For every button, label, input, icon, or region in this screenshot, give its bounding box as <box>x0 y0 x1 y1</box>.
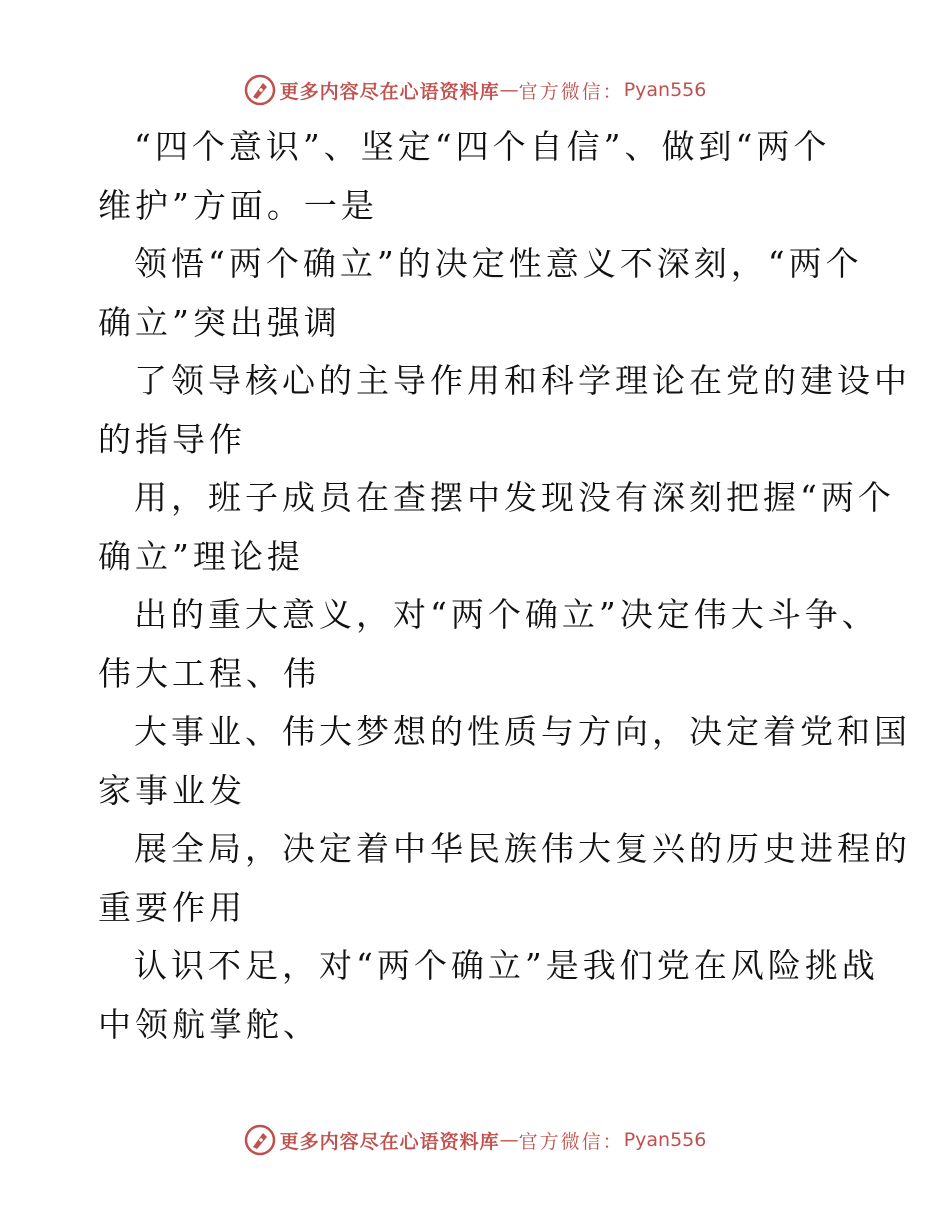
text-line: 大事业、伟大梦想的性质与方向，决定着党和国 <box>134 712 911 751</box>
text-line: 中领航掌舵、 <box>98 1004 320 1044</box>
footer-watermark <box>0 1120 950 1160</box>
text-line: 确立”理论提 <box>98 536 304 576</box>
text-line: 重要作用 <box>98 887 246 927</box>
text-line: 确立”突出强调 <box>98 302 341 342</box>
text-line: 出的重大意义，对“两个确立”决定伟大斗争、 <box>134 595 879 634</box>
pen-nib-logo-icon <box>244 1124 276 1156</box>
document-body <box>98 118 911 1054</box>
text-line: 的指导作 <box>98 419 246 459</box>
text-line: 领悟“两个确立”的决定性意义不深刻，“两个 <box>134 244 863 283</box>
text-line: 了领导核心的主导作用和科学理论在党的建设中 <box>134 361 911 400</box>
watermark-wechat-id: Pyan556 <box>623 1129 707 1151</box>
watermark-dash: — <box>499 1129 519 1151</box>
watermark-brand: 更多内容尽在心语资料库 <box>279 80 500 103</box>
text-line: 认识不足，对“两个确立”是我们党在风险挑战 <box>134 946 879 985</box>
text-line: 维护”方面。一是 <box>98 185 378 225</box>
text-line: 家事业发 <box>98 770 246 810</box>
pen-nib-logo-icon <box>244 74 276 106</box>
text-line: “四个意识”、坚定“四个自信”、做到“两个 <box>134 127 831 166</box>
header-watermark <box>0 70 950 110</box>
watermark-wechat-label: 官方微信： <box>518 80 624 103</box>
text-line: 用，班子成员在查摆中发现没有深刻把握“两个 <box>134 478 895 517</box>
text-line: 展全局，决定着中华民族伟大复兴的历史进程的 <box>134 829 911 868</box>
text-line: 伟大工程、伟 <box>98 653 320 693</box>
watermark-brand: 更多内容尽在心语资料库 <box>279 1130 500 1153</box>
watermark-wechat-label: 官方微信： <box>518 1130 624 1153</box>
watermark-wechat-id: Pyan556 <box>623 79 707 101</box>
watermark-dash: — <box>499 79 519 101</box>
